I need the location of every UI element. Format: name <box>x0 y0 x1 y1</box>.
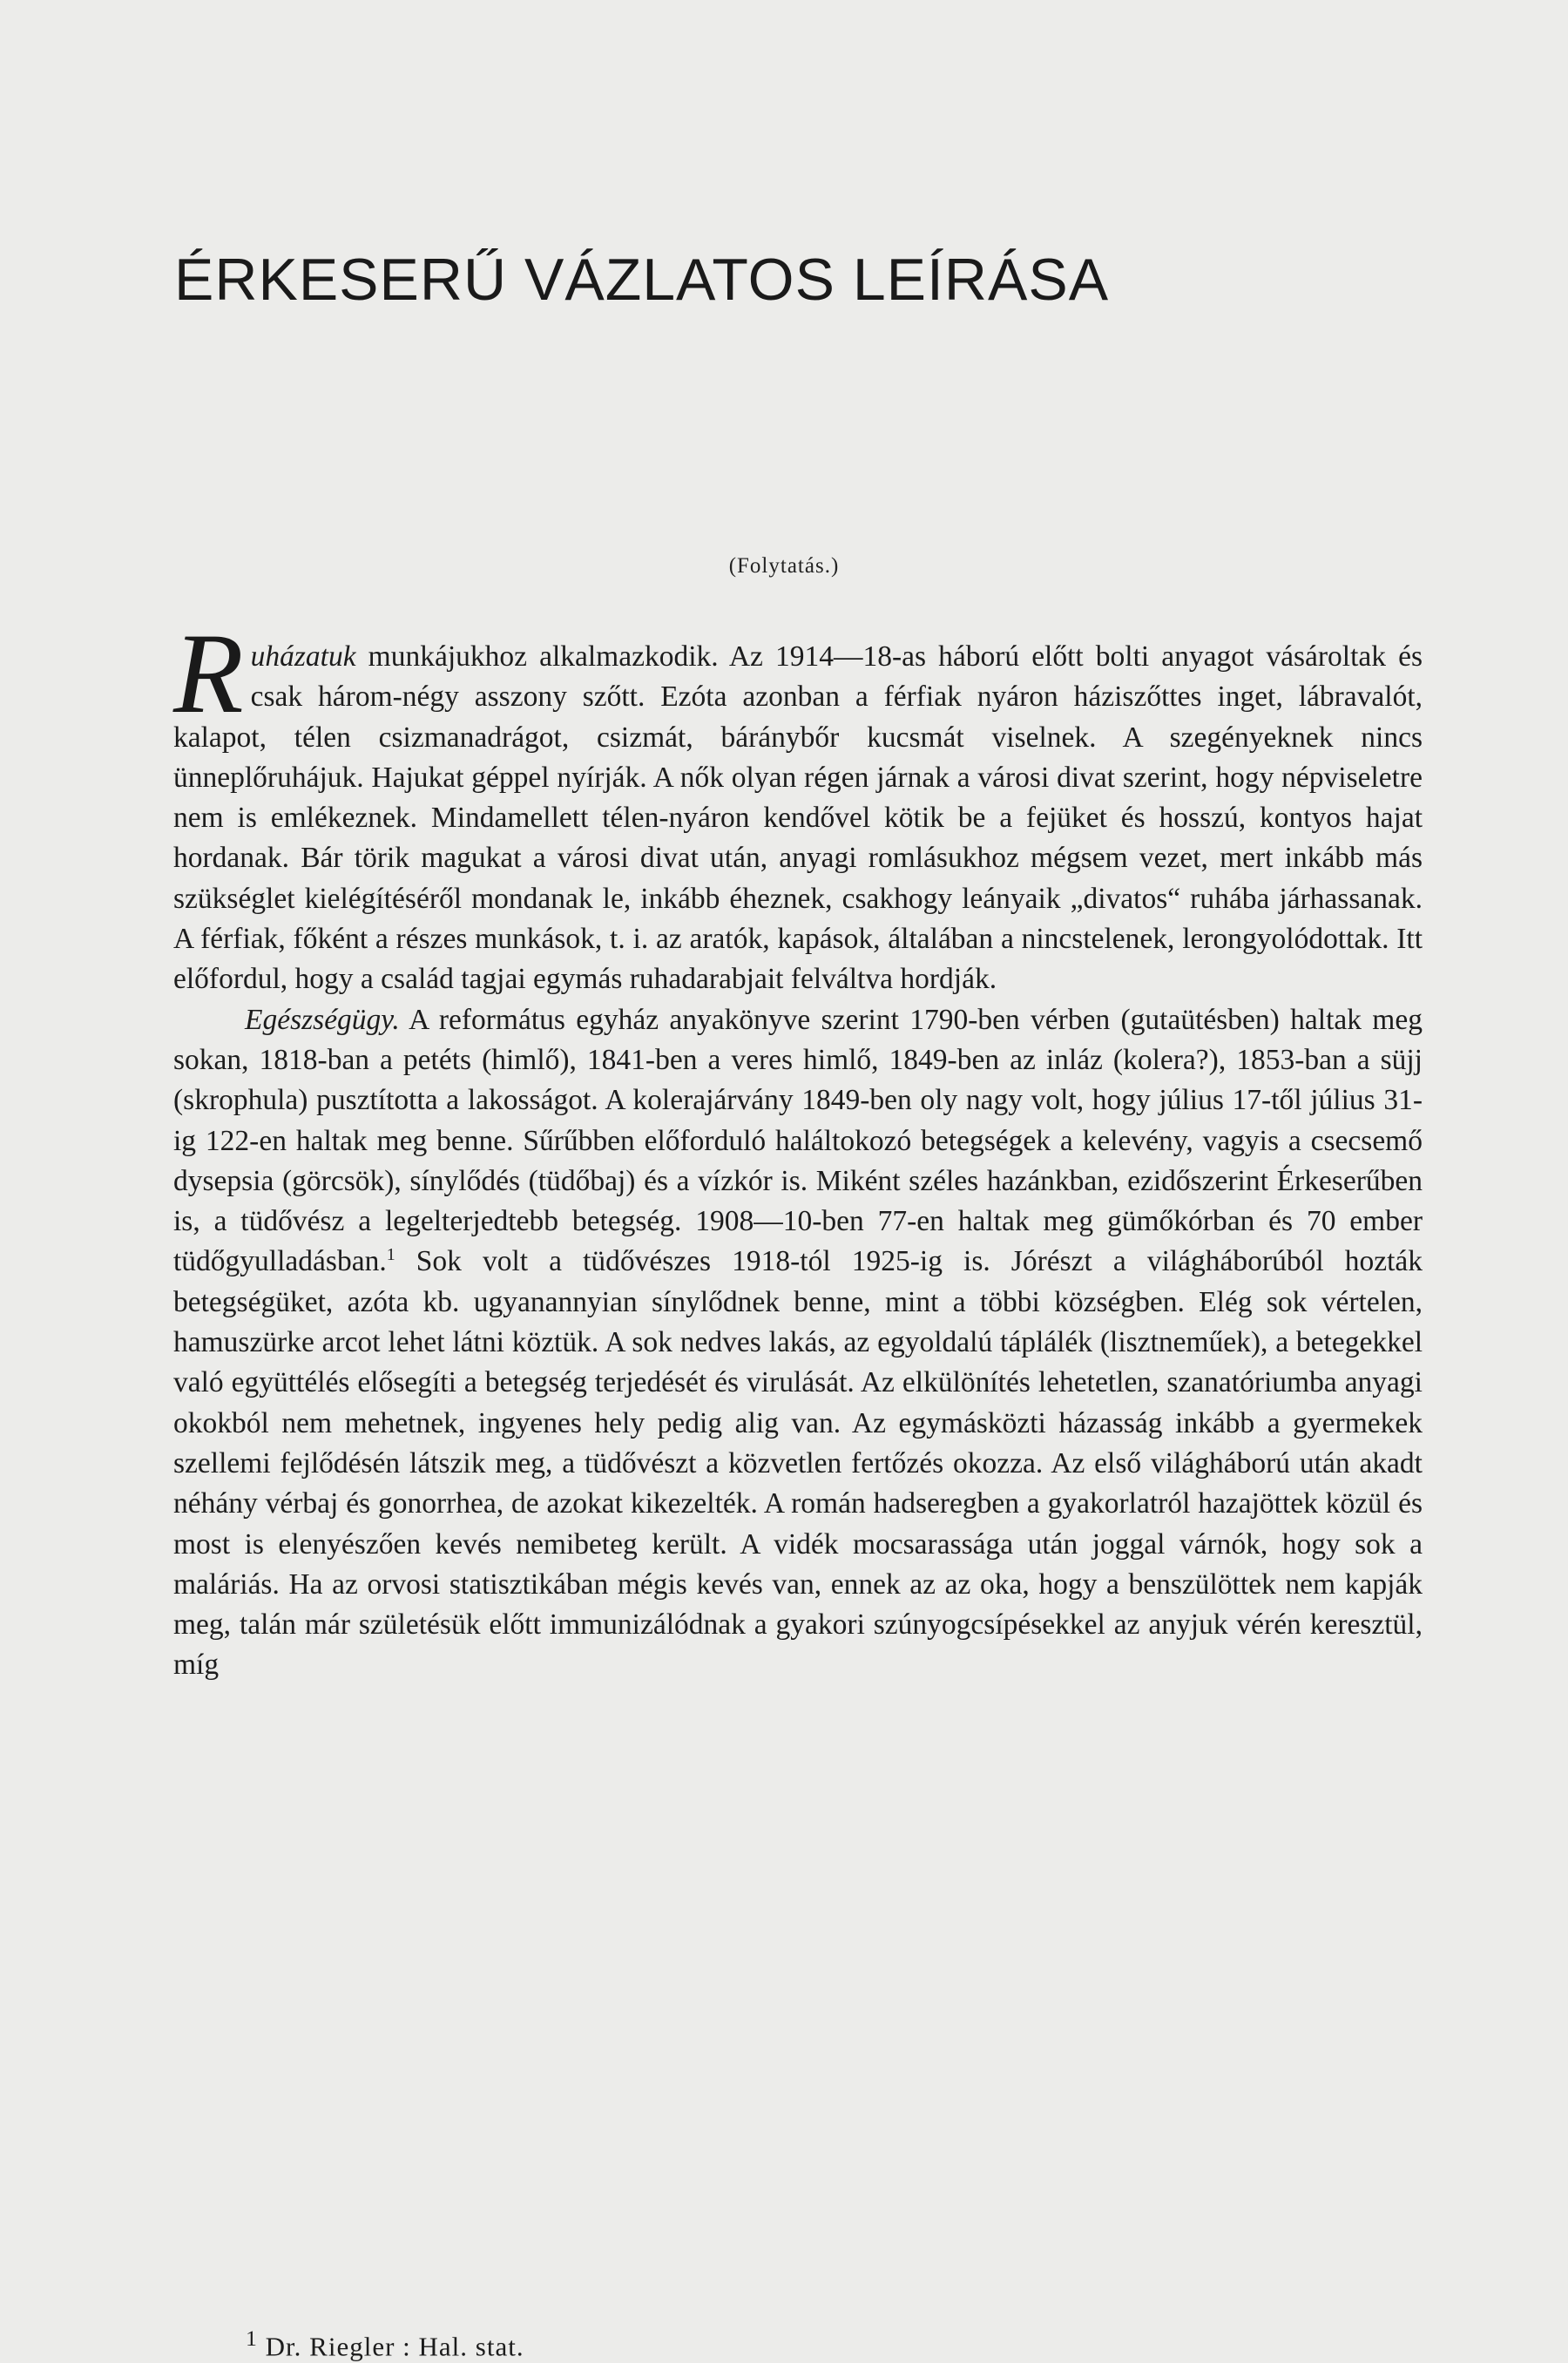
article-body <box>173 609 1423 1686</box>
paragraph-health <box>173 1000 1423 1686</box>
paragraph-text: munkájukhoz alkalmazkodik. Az 1914—18-as háború előtt bolti anyagot vásároltak és csak három-négy asszony szőtt. Ezóta azonban a férfiak nyáron háziszőttes inget, lábravalót, kalapot, télen csizmanadrágot, csizmát, báránybőr kucsmát viselnek. A szegényeknek nincs ünneplőruhájuk. Hajukat géppel nyírják. A nők olyan régen járnak a városi divat szerint, hogy népviseletre nem is emlékeznek. Mindamellett télen-nyáron kendővel kötik be a fejüket és hosszú, kontyos hajat hordanak. Bár törik magukat a városi divat után, anyagi romlásukhoz mégsem vezet, mert inkább más szükséglet kielégítéséről mondanak le, inkább éheznek, csakhogy leányaik „divatos“ ruhába járhassanak. A férfiak, főként a részes munkások, t. i. az aratók, kapások, általában a nincstelenek, lerongyolódottak. Itt előfordul, hogy a család tagjai egymás ruhadarabjait felváltva hordják. <box>173 640 1423 996</box>
paragraph-text: A református egyház anyakönyve szerint 1790-ben vérben (gutaütésben) haltak meg sokan, 1818-ban a petéts (himlő), 1841-ben a veres himlő, 1849-ben az inláz (kolera?), 1853-ban a süjj (skrophula) pusztította a lakosságot. A kolerajárvány 1849-ben oly nagy volt, hogy július 17-től július 31-ig 122-en haltak meg benne. Sűrűbben előforduló haláltokozó betegségek a kelevény, vagyis a csecsemő dysepsia (görcsök), sínylődés (tüdőbaj) és a vízkór is. Miként széles hazánkban, ezidőszerint Érkeserűben is, a tüdővész a legelterjedtebb betegség. 1908—10-ben 77-en haltak meg gümőkórban és 70 ember tüdőgyulladásban. <box>173 1003 1423 1278</box>
footnote-marker: 1 <box>246 2326 258 2352</box>
continuation-note: (Folytatás.) <box>728 554 840 578</box>
footnote <box>246 2326 524 2362</box>
section-heading-health: Egészségügy. <box>245 1003 400 1036</box>
page-title: ÉRKESERŰ VÁZLATOS LEÍRÁSA <box>174 247 1110 313</box>
drop-cap: R <box>173 609 244 737</box>
paragraph-text: Sok volt a tüdővészes 1918-tól 1925-ig is. Jórészt a világháborúból hozták betegségüket, azóta kb. ugyanannyian sínylődnek benne, mint a többi községben. Elég sok vértelen, hamuszürke arcot lehet látni köztük. A sok nedves lakás, az egyoldalú táplálék (lisztneműek), a betegekkel való együttélés elősegíti a betegség terjedését és virulását. Az elkülönítés lehetetlen, szanatóriumba anyagi okokból nem mehetnek, ingyenes hely pedig alig van. Az egymásközti házasság inkább a gyermekek szellemi fejlődésén látszik meg, a tüdővészt a közvetlen fertőzés okozza. Az első világháború után akadt néhány vérbaj és gonorrhea, de azokat kikezelték. A román hadseregben a gyakorlatról hazajöttek közül és most is elenyészően kevés nemibeteg került. A vidék mocsarassága után joggal várnók, hogy sok a maláriás. Ha az orvosi statisztikában mégis kevés van, ennek az az oka, hogy a benszülöttek nem kapják meg, talán már születésük előtt immunizálódnak a gyakori szúnyogcsípésekkel az anyjuk vérén keresztül, míg <box>173 1245 1423 1682</box>
paragraph-clothing <box>173 609 1423 1000</box>
footnote-reference: 1 <box>386 1245 395 1265</box>
footnote-text: Dr. Riegler : Hal. stat. <box>257 2331 524 2362</box>
paragraph-lead: uházatuk <box>250 640 356 673</box>
